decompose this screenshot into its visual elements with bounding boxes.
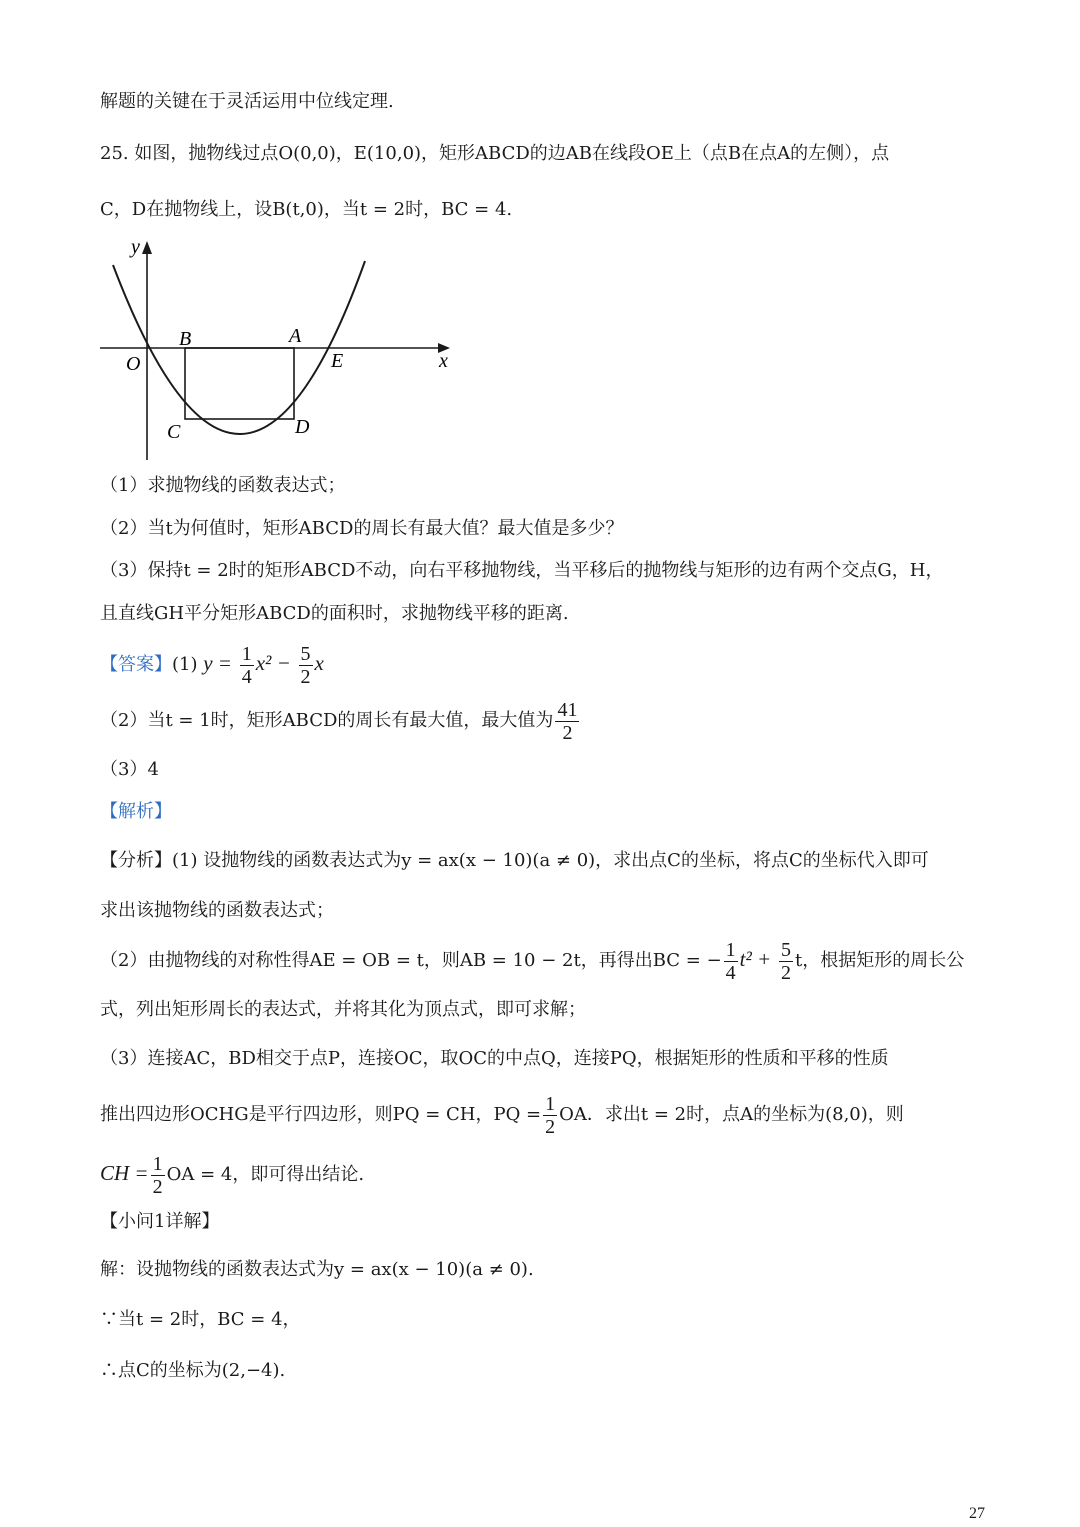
rectangle-abcd	[185, 348, 294, 419]
fraction	[724, 939, 738, 984]
fraction-denominator: 2	[562, 721, 573, 744]
fraction	[299, 643, 313, 688]
fraction-denominator: 2	[780, 961, 791, 984]
analysis-line-2: 求出该抛物线的函数表达式；	[100, 900, 334, 921]
fraction-numerator: 5	[300, 642, 311, 665]
analysis-2-end: t，根据矩形的周长公	[794, 950, 965, 971]
solution-line-1: 解：设抛物线的函数表达式为y = ax(x − 10)(a ≠ 0).	[100, 1259, 534, 1280]
solution-line-2: ∵当t = 2时，BC = 4，	[100, 1309, 301, 1330]
fraction-denominator: 4	[241, 665, 252, 688]
fraction-denominator: 2	[152, 1175, 163, 1198]
analysis-3-end: OA．求出t = 2时，点A的坐标为(8,0)，则	[559, 1104, 904, 1125]
analysis-2-pre: （2）由抛物线的对称性得AE = OB = t，则AB = 10 − 2t，再得出BC = −	[100, 950, 722, 971]
analysis-2-mid: t² +	[739, 947, 772, 971]
question-2: （2）当t为何值时，矩形ABCD的周长有最大值？最大值是多少？	[100, 518, 624, 539]
jiexi-tag: 【解析】	[100, 801, 172, 822]
text-line: 解题的关键在于灵活运用中位线定理.	[100, 91, 394, 112]
answer-3: （3）4	[100, 759, 159, 780]
analysis-3-pre: 推出四边形OCHG是平行四边形，则PQ = CH，PQ =	[100, 1104, 542, 1125]
label-y: y	[131, 236, 140, 258]
label-x: x	[439, 350, 448, 372]
analysis-line-1: 【分析】(1) 设抛物线的函数表达式为y = ax(x − 10)(a ≠ 0)，求出点C的坐标，将点C的坐标代入即可	[100, 850, 929, 871]
subquestion-1-heading: 【小问1详解】	[100, 1211, 220, 1232]
problem-statement-line-1: 25. 如图，抛物线过点O(0,0)，E(10,0)，矩形ABCD的边AB在线段OE上（点B在点A的左侧），点	[100, 143, 890, 164]
fraction	[555, 699, 579, 744]
analysis-3-line-2	[100, 1088, 904, 1142]
question-1: （1）求抛物线的函数表达式；	[100, 475, 346, 496]
fraction-numerator: 5	[780, 938, 791, 961]
label-b: B	[179, 328, 192, 350]
analysis-3-line-1: （3）连接AC，BD相交于点P，连接OC，取OC的中点Q，连接PQ，根据矩形的性质和平移的性质	[100, 1048, 889, 1069]
answer-2	[100, 694, 581, 748]
answer-tag: 【答案】	[100, 654, 172, 675]
fraction-numerator: 1	[545, 1092, 556, 1115]
fraction-numerator: 1	[152, 1152, 163, 1175]
fraction-denominator: 2	[545, 1115, 556, 1138]
answer-1-prefix: (1)	[172, 654, 198, 675]
y-axis-arrow	[142, 241, 152, 254]
label-c: C	[167, 421, 181, 443]
label-e: E	[331, 350, 344, 372]
fraction-numerator: 1	[241, 642, 252, 665]
fraction	[779, 939, 793, 984]
answer-1-mid: x² −	[255, 651, 291, 675]
fraction	[151, 1153, 165, 1198]
question-3-line-2: 且直线GH平分矩形ABCD的面积时，求抛物线平移的距离.	[100, 603, 569, 624]
answer-1	[100, 636, 324, 692]
parabola-figure	[95, 235, 465, 465]
answer-1-y: y =	[203, 651, 232, 675]
problem-statement-line-2: C，D在抛物线上，设B(t,0)，当t = 2时，BC = 4.	[100, 199, 513, 220]
question-3-line-1: （3）保持t = 2时的矩形ABCD不动，向右平移抛物线，当平移后的抛物线与矩形的边有两个交点G，H，	[100, 560, 944, 581]
fraction-denominator: 2	[300, 665, 311, 688]
fraction-numerator: 1	[725, 938, 736, 961]
label-a: A	[289, 325, 302, 347]
analysis-2-line-2: 式，列出矩形周长的表达式，并将其化为顶点式，即可求解；	[100, 999, 586, 1020]
fraction-denominator: 4	[725, 961, 736, 984]
analysis-3c-pre: CH =	[100, 1161, 149, 1185]
analysis-3-line-3	[100, 1146, 364, 1202]
fraction-numerator: 41	[557, 698, 578, 721]
analysis-3c-end: OA = 4，即可得出结论.	[166, 1164, 365, 1185]
fraction	[240, 643, 254, 688]
fraction	[543, 1093, 557, 1138]
answer-2-text: （2）当t = 1时，矩形ABCD的周长有最大值，最大值为	[100, 710, 554, 731]
label-d: D	[295, 416, 310, 438]
analysis-2-line-1	[100, 932, 964, 988]
answer-1-end: x	[314, 651, 324, 675]
label-o: O	[126, 353, 141, 375]
page-number: 27	[969, 1505, 985, 1522]
solution-line-3: ∴点C的坐标为(2,−4).	[100, 1360, 286, 1381]
